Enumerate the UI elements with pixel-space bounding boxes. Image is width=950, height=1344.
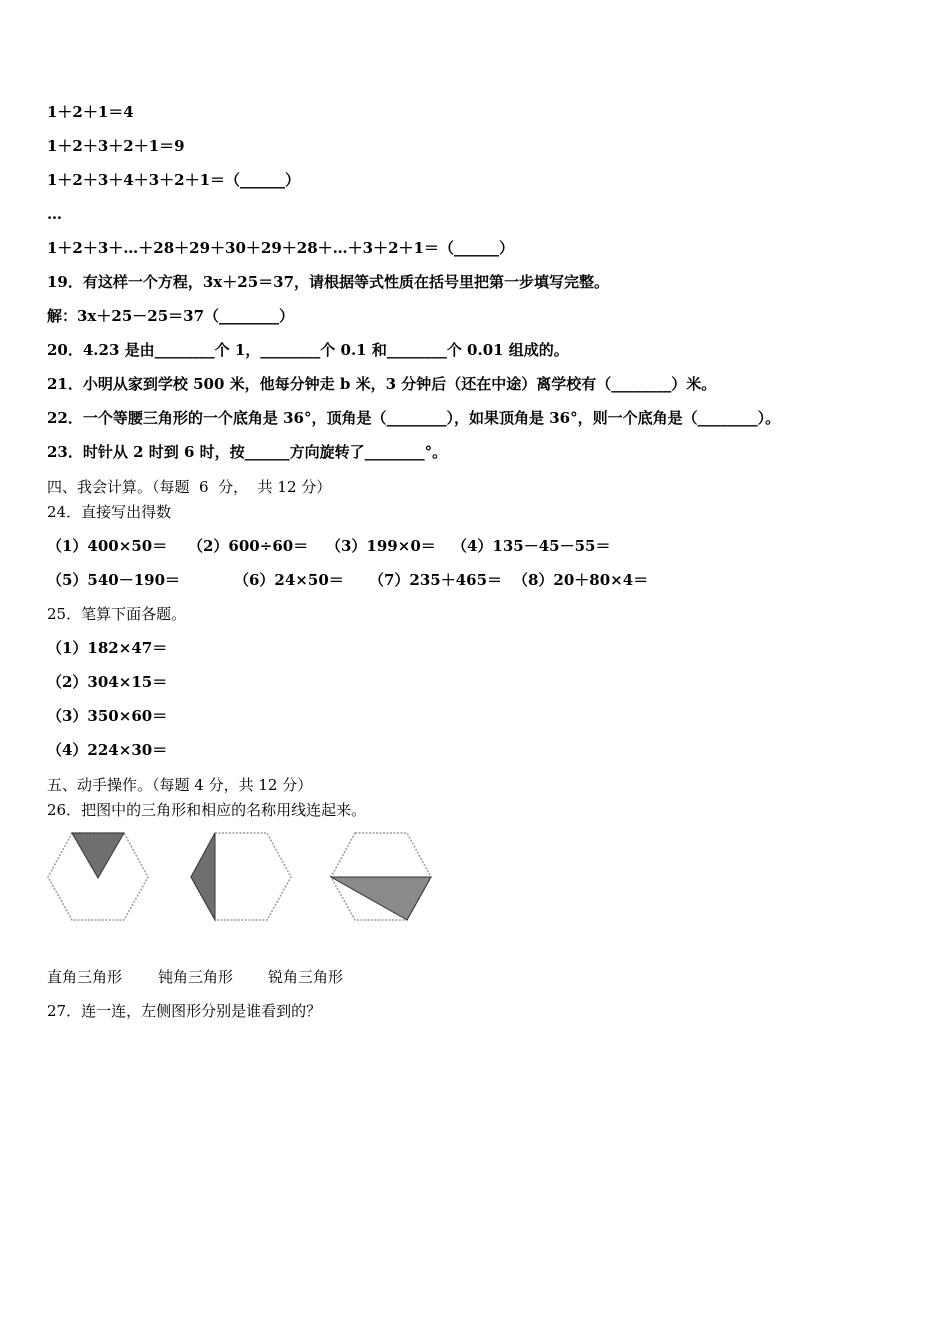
section-5-heading: 五、动手操作。（每题 4 分，共 12 分）	[47, 776, 313, 794]
question-19-answer: 解：3x＋25－25＝37（________）	[47, 307, 295, 325]
hexagon-figure-2	[188, 830, 294, 922]
pattern-line-3: 1＋2＋3＋4＋3＋2＋1＝（______）	[47, 171, 301, 189]
question-20: 20．4.23 是由________个 1，________个 0.1 和________个 0.01 组成的。	[47, 341, 569, 359]
pattern-line-5: 1＋2＋3＋…＋28＋29＋30＋29＋28＋…＋3＋2＋1＝（______）	[47, 239, 514, 257]
label-obtuse-triangle: 钝角三角形	[158, 968, 234, 986]
q24-item-3: （3）199×0＝	[326, 537, 436, 555]
question-24-title: 24．直接写出得数	[47, 503, 172, 521]
question-23: 23．时针从 2 时到 6 时，按______方向旋转了________°。	[47, 443, 448, 461]
question-22: 22．一个等腰三角形的一个底角是 36°，顶角是（________），如果顶角是 36°，则一个底角是（________）。	[47, 409, 781, 427]
q25-item-4: （4）224×30＝	[47, 741, 168, 759]
label-right-triangle: 直角三角形	[47, 968, 123, 986]
question-25-title: 25．笔算下面各题。	[47, 605, 187, 623]
question-19: 19．有这样一个方程，3x＋25＝37，请根据等式性质在括号里把第一步填写完整。	[47, 273, 610, 291]
section-4-heading: 四、我会计算。（每题 6 分， 共 12 分）	[47, 478, 332, 496]
label-acute-triangle: 锐角三角形	[268, 968, 344, 986]
q24-item-8: （8）20＋80×4＝	[513, 571, 649, 589]
q25-item-3: （3）350×60＝	[47, 707, 168, 725]
q24-item-4: （4）135－45－55＝	[452, 537, 611, 555]
q24-item-6: （6）24×50＝	[234, 571, 344, 589]
q25-item-2: （2）304×15＝	[47, 673, 168, 691]
q24-item-2: （2）600÷60＝	[188, 537, 309, 555]
pattern-line-2: 1＋2＋3＋2＋1＝9	[47, 137, 185, 155]
question-27: 27．连一连，左侧图形分别是谁看到的？	[47, 1002, 322, 1020]
q24-item-5: （5）540－190＝	[47, 571, 181, 589]
hexagon-figure-3	[328, 830, 434, 922]
q24-item-1: （1）400×50＝	[47, 537, 168, 555]
q25-item-1: （1）182×47＝	[47, 639, 168, 657]
q24-item-7: （7）235＋465＝	[369, 571, 503, 589]
pattern-line-1: 1＋2＋1＝4	[47, 103, 134, 121]
hexagon-figure-1	[45, 830, 151, 922]
shaded-triangle	[191, 833, 215, 920]
question-26-title: 26．把图中的三角形和相应的名称用线连起来。	[47, 801, 367, 819]
question-21: 21．小明从家到学校 500 米，他每分钟走 b 米，3 分钟后（还在中途）离学校有（________）米。	[47, 375, 717, 393]
pattern-ellipsis: …	[47, 205, 62, 223]
